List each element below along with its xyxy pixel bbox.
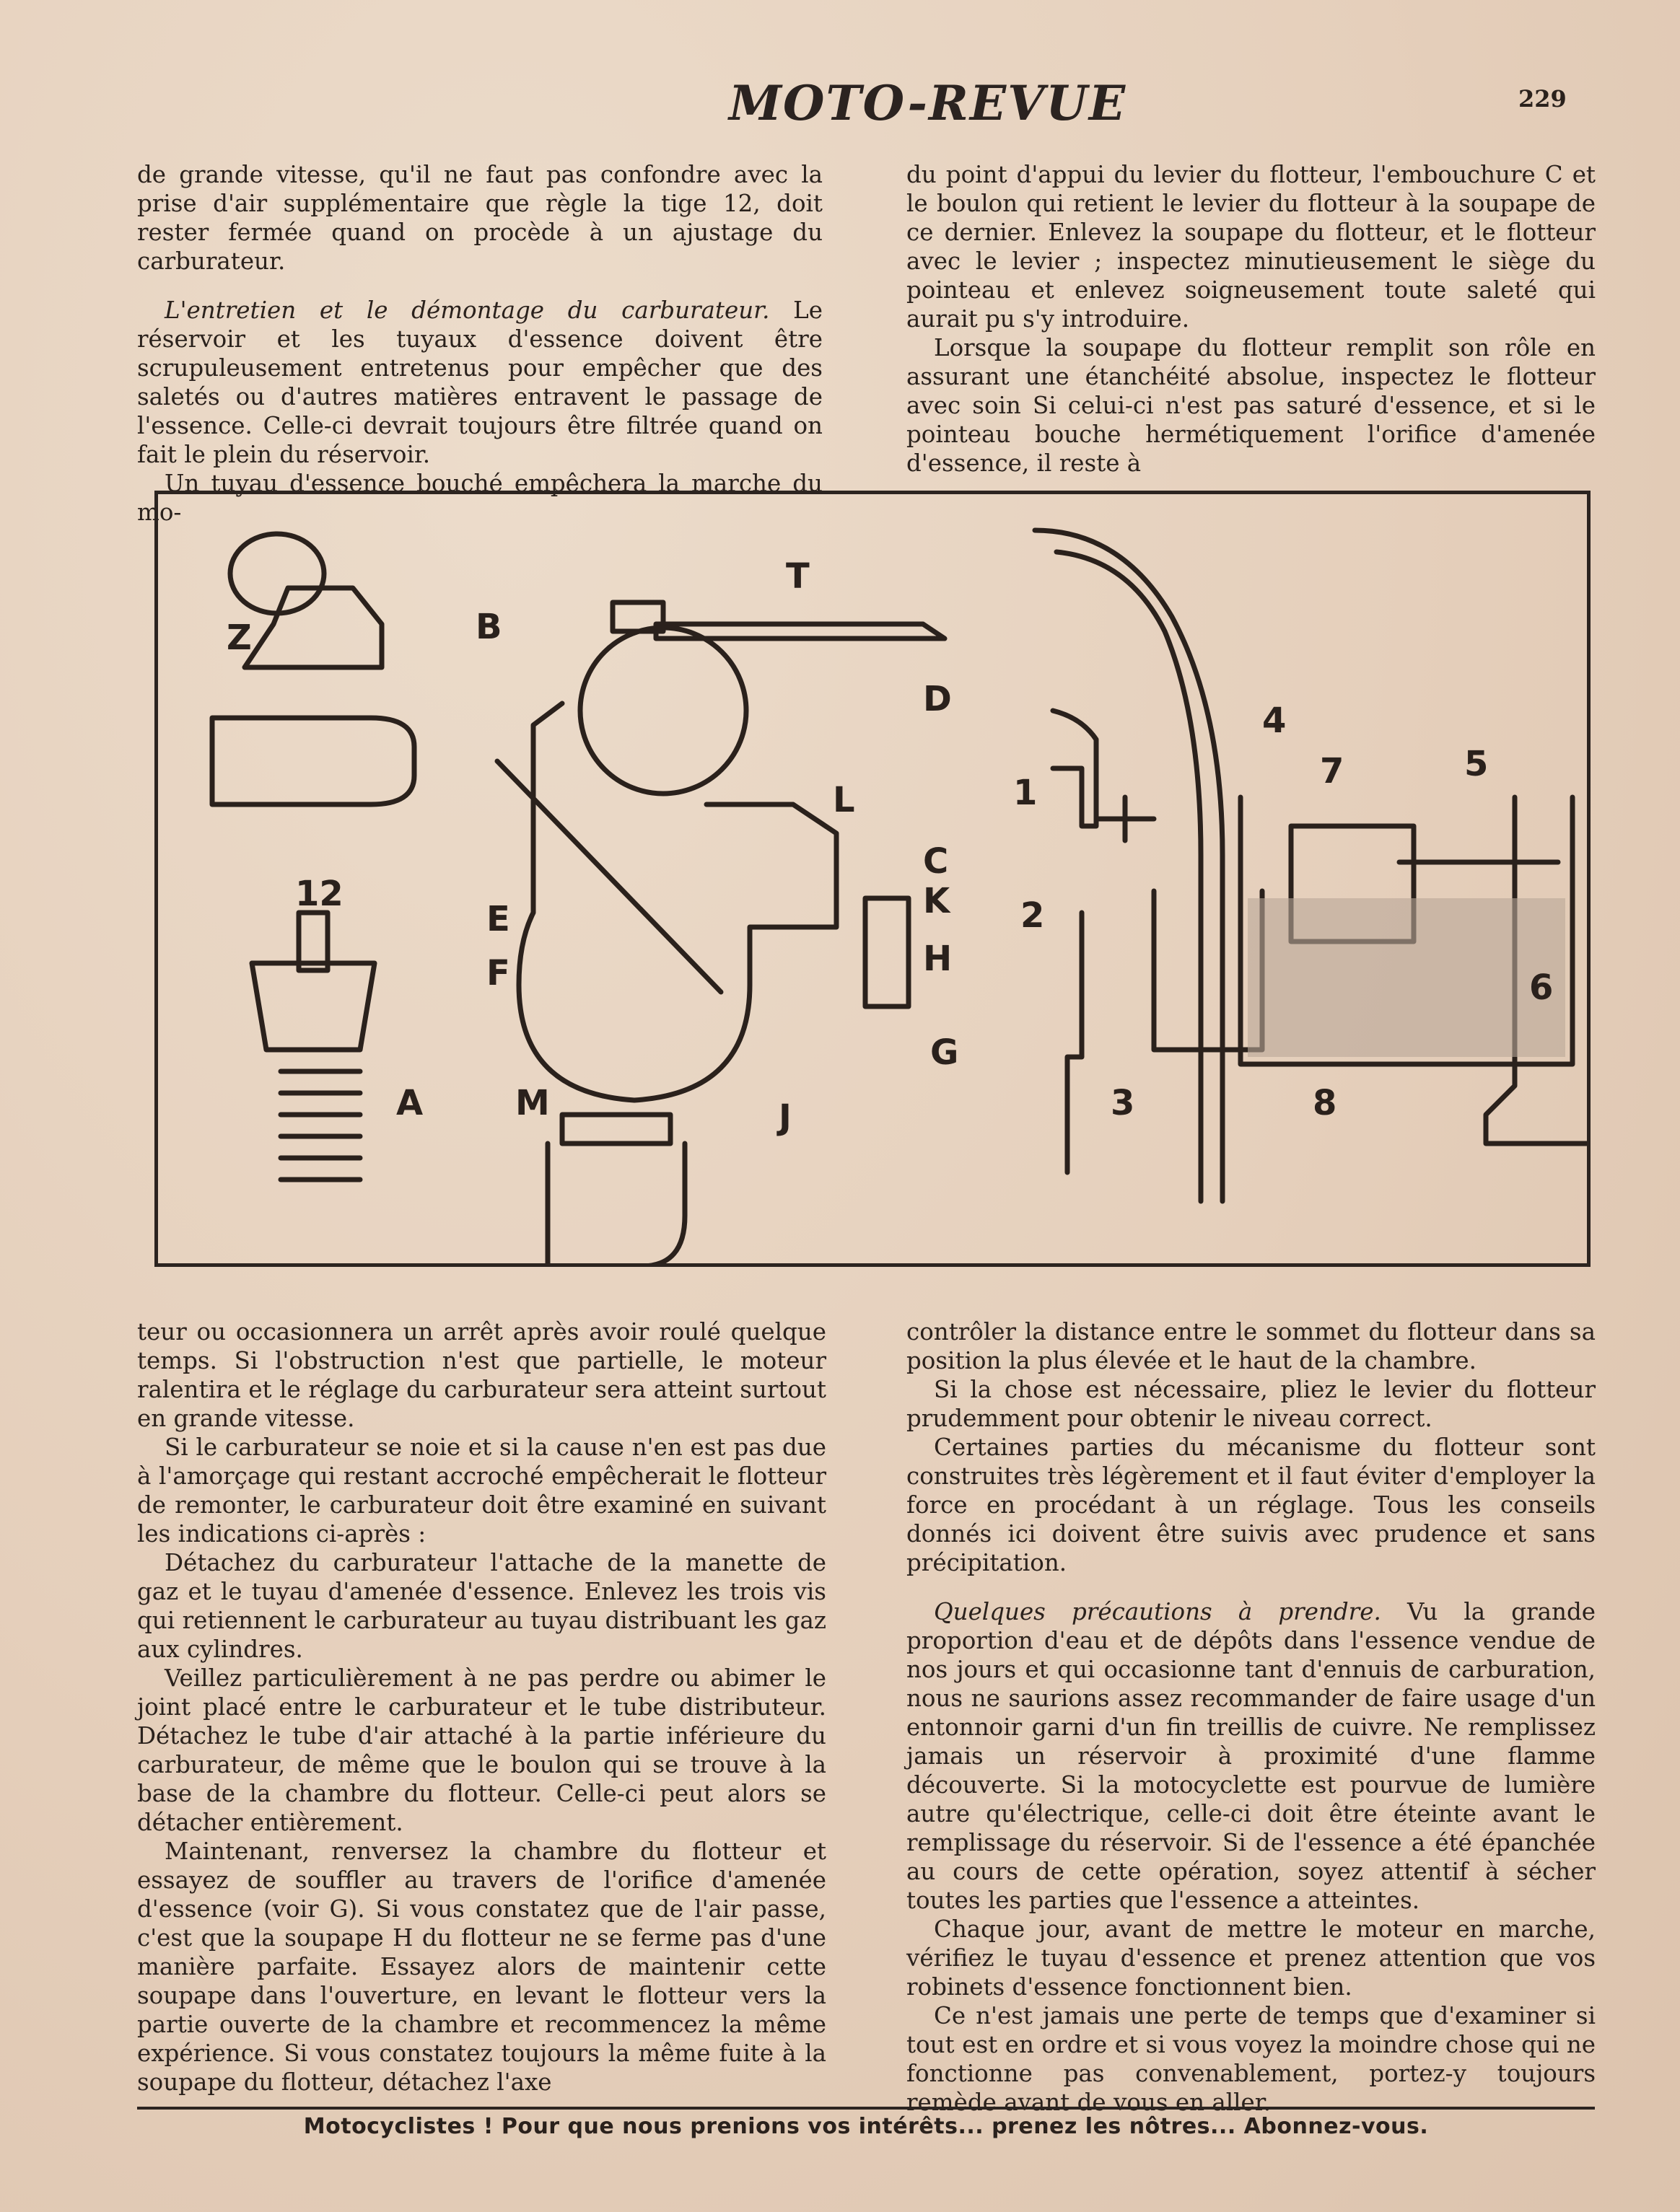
column-top-right	[906, 160, 1596, 478]
diagram-drawing	[158, 494, 1587, 1263]
label-b: B	[476, 607, 502, 647]
paragraph: Maintenant, renversez la chambre du flotteur et essayez de souffler au travers de l'orifice d'amenée d'essence (voir G). Si vous constatez que de l'air passe, c'est que la soupape H du flotteur ne se ferme pas d'une manière parfaite. Essayez alors de maintenir cette soupape dans l'ouverture, en levant le flotteur vers la partie ouverte de la chambre et recommencez la même expérience. Si vous constatez toujours la même fuite à la soupape du flotteur, détachez l'axe	[137, 1838, 826, 2096]
carburetor-diagram	[154, 491, 1591, 1267]
footer-rule	[137, 2107, 1595, 2110]
fitting-cap-shape	[230, 534, 324, 613]
label-d: D	[923, 679, 952, 719]
carb-body-shape	[519, 703, 836, 1100]
paragraph: Quelques précautions à prendre. Vu la grande proportion d'eau et de dépôts dans l'essence vendue de nos jours et qui occasionne tant d'ennuis de carburation, nous ne saurions assez recommander de faire usage d'un entonnoir garni d'un fin treillis de cuivre. Ne remplissez jamais un réservoir à proximité d'une flamme découverte. Si la motocyclette est pourvue de lumière autre qu'électrique, celle-ci doit être éteinte avant le remplissage du réservoir. Si de l'essence a été épanchée au cours de cette opération, soyez attentif à sécher toutes les parties que l'essence a atteintes.	[906, 1598, 1596, 1914]
paragraph: Certaines parties du mécanisme du flotteur sont construites très légèrement et il faut éviter d'employer la force en procédant à un réglage. Tous les conseils donnés ici doivent être suivis avec prudence et sans précipitation.	[906, 1434, 1596, 1576]
label-f: F	[486, 953, 510, 993]
paragraph: Ce n'est jamais une perte de temps que d'examiner si tout est en ordre et si vous voyez la moindre chose qui ne fonctionne pas convenablement, portez-y toujours remède avant de vous en aller.	[906, 2002, 1596, 2116]
chamber-left-wall	[1053, 711, 1096, 826]
column-top-left	[137, 160, 823, 527]
paragraph: teur ou occasionnera un arrêt après avoir roulé quelque temps. Si l'obstruction n'est que partielle, le moteur ralentira et le réglage du carburateur sera atteint surtout en grande vitesse.	[137, 1318, 826, 1432]
paragraph: Si la chose est nécessaire, pliez le levier du flotteur prudemment pour obtenir le niveau correct.	[906, 1376, 1596, 1432]
masthead-title: MOTO-REVUE	[729, 75, 1127, 131]
label-12: 12	[295, 874, 344, 914]
paragraph: Veillez particulièrement à ne pas perdre ou abimer le joint placé entre le carburateur et le tube distributeur. Détachez le tube d'air attaché à la partie inférieure du carburateur, de même que le boulon qui se trouve à la base de la chambre du flotteur. Celle-ci peut alors se détacher entièrement.	[137, 1664, 826, 1836]
carb-throat-shape	[580, 628, 746, 794]
fitting-pipe-shape	[212, 718, 414, 804]
carb-outlet-pipe	[548, 1144, 685, 1263]
label-8: 8	[1313, 1083, 1337, 1123]
paragraph: Chaque jour, avant de mettre le moteur en marche, vérifiez le tuyau d'essence et prenez attention que vos robinets d'essence fonctionnent bien.	[906, 1915, 1596, 2001]
label-a: A	[396, 1083, 424, 1123]
label-j: J	[779, 1097, 792, 1138]
label-7: 7	[1320, 751, 1344, 791]
paragraph: Détachez du carburateur l'attache de la manette de gaz et le tuyau d'amenée d'essence. Enlevez les trois vis qui retiennent le carburateur au tuyau distribuant les gaz aux cylindres.	[137, 1549, 826, 1663]
label-l: L	[833, 780, 855, 820]
page-number: 229	[1518, 85, 1567, 113]
carb-inlet-shape	[865, 898, 909, 1006]
label-c: C	[923, 841, 949, 882]
column-bottom-left	[137, 1317, 826, 2097]
label-e: E	[486, 899, 510, 939]
label-k: K	[923, 881, 950, 921]
label-z: Z	[227, 618, 252, 658]
label-6: 6	[1529, 967, 1554, 1008]
paragraph: Un tuyau d'essence bouché empêchera la marche du mo-	[137, 470, 823, 526]
label-2: 2	[1020, 895, 1045, 936]
fuel-level-fill	[1248, 898, 1565, 1057]
label-3: 3	[1111, 1083, 1135, 1123]
inner-well-shape	[1154, 891, 1262, 1050]
paragraph: Lorsque la soupape du flotteur remplit son rôle en assurant une étanchéité absolue, inspectez le flotteur avec soin Si celui-ci n'est pas saturé d'essence, et si le pointeau bouche hermétiquement l'orifice d'amenée d'essence, il reste à	[906, 334, 1596, 477]
screw-1-shape	[1096, 797, 1154, 841]
section-heading: Quelques précautions à prendre.	[934, 1598, 1381, 1625]
chamber-left-lower	[1067, 913, 1082, 1172]
paragraph: Si le carburateur se noie et si la cause n'en est pas due à l'amorçage qui restant accroché empêcherait le flotteur de remonter, le carburateur doit être examiné en suivant les indications ci-après :	[137, 1434, 826, 1548]
paragraph: L'entretien et le démontage du carburateur. Le réservoir et les tuyaux d'essence doivent être scrupuleusement entretenus pour empêcher que des saletés ou d'autres matières entravent le passage de l'essence. Celle-ci devrait toujours être filtrée quand on fait le plein du réservoir.	[137, 297, 823, 468]
label-h: H	[923, 939, 953, 979]
valve-body-shape	[252, 963, 375, 1050]
label-1: 1	[1013, 773, 1038, 813]
paragraph: contrôler la distance entre le sommet du flotteur dans sa position la plus élevée et le haut de la chambre.	[906, 1318, 1596, 1374]
column-bottom-right	[906, 1317, 1596, 2117]
valve-spring-shape	[281, 1071, 360, 1180]
section-heading: L'entretien et le démontage du carburateur.	[165, 297, 770, 324]
label-t: T	[786, 556, 810, 597]
footer-slogan: Motocyclistes ! Pour que nous prenions vos intérêts... prenez les nôtres... Abonnez-vous.	[303, 2114, 1429, 2139]
paragraph: de grande vitesse, qu'il ne faut pas confondre avec la prise d'air supplémentaire que règle la tige 12, doit rester fermée quand on procède à un ajustage du carburateur.	[137, 161, 823, 275]
label-4: 4	[1262, 701, 1287, 741]
label-5: 5	[1464, 744, 1489, 784]
paragraph: du point d'appui du levier du flotteur, l'embouchure C et le boulon qui retient le levier du flotteur à la soupape de ce dernier. Enlevez la soupape du flotteur, et le flotteur avec le levier ; inspectez minutieusement le siège du pointeau et enlevez soigneusement toute saleté qui aurait pu s'y introduire.	[906, 161, 1596, 333]
label-g: G	[930, 1032, 959, 1073]
label-m: M	[515, 1083, 550, 1123]
carb-base-nut	[562, 1115, 670, 1144]
